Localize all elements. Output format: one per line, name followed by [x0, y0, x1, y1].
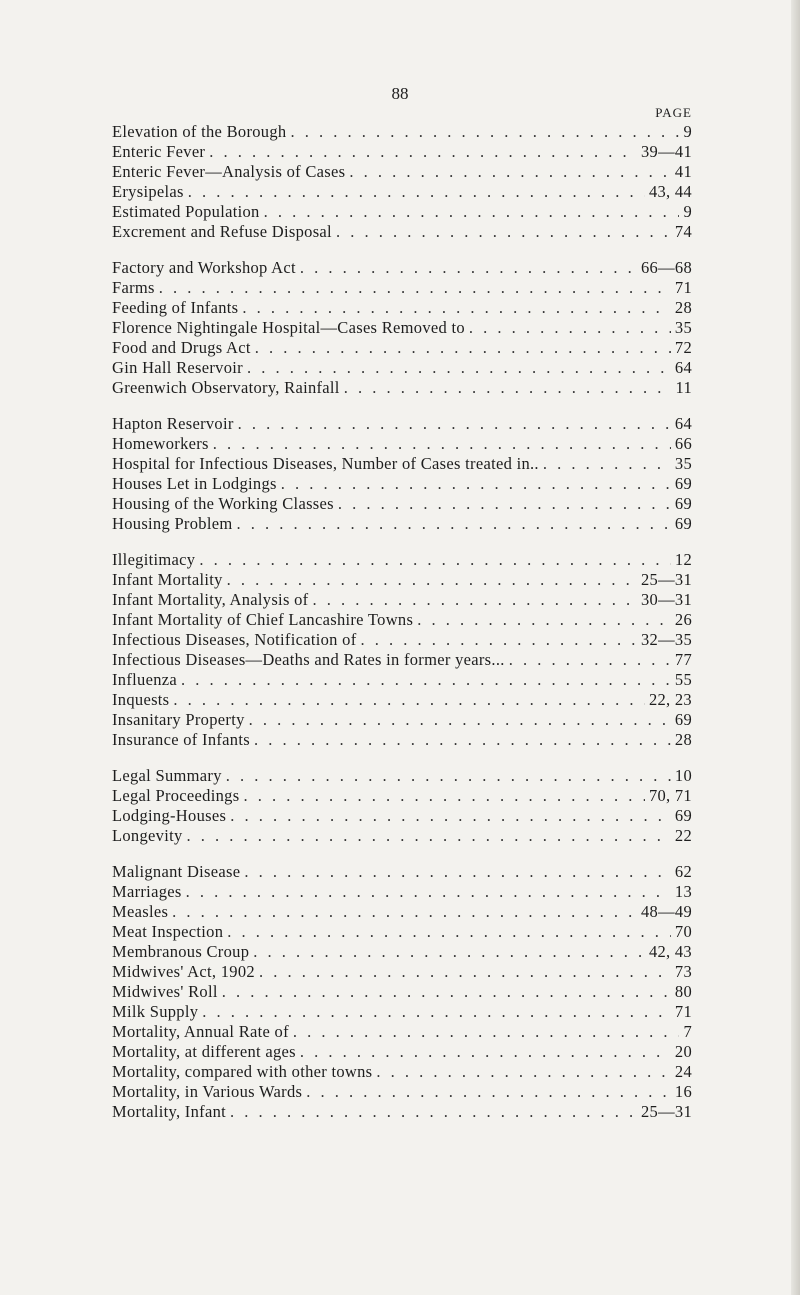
index-entry: [112, 514, 692, 534]
page-column-heading: PAGE: [655, 105, 692, 120]
entry-title: Mortality, compared with other towns: [112, 1062, 373, 1081]
index-entry: [112, 454, 692, 474]
leader-dots: [281, 474, 671, 494]
entry-title: Mortality, Infant: [112, 1102, 227, 1121]
index-entry: [112, 550, 692, 570]
entry-page: 22: [674, 826, 692, 845]
entry-title: Enteric Fever: [112, 142, 206, 161]
index-entry: [112, 1062, 692, 1082]
index-group: [112, 258, 692, 398]
entry-page: 9: [683, 202, 692, 221]
index-list: [112, 122, 692, 1138]
index-entry: [112, 142, 692, 162]
leader-dots: [300, 258, 637, 278]
entry-page: 80: [674, 982, 692, 1001]
leader-dots: [213, 434, 671, 454]
entry-page: 70, 71: [648, 786, 692, 805]
entry-page: 7: [683, 1022, 692, 1041]
entry-page: 71: [674, 1002, 692, 1021]
index-entry: [112, 862, 692, 882]
entry-title: Estimated Population: [112, 202, 260, 221]
leader-dots: [226, 766, 671, 786]
index-entry: [112, 982, 692, 1002]
entry-page: 25—31: [641, 570, 692, 589]
index-entry: [112, 318, 692, 338]
leader-dots: [253, 942, 645, 962]
index-entry: [112, 1102, 692, 1122]
entry-title: Infectious Diseases, Notification of: [112, 630, 357, 649]
entry-title: Florence Nightingale Hospital—Cases Removed to: [112, 318, 465, 337]
entry-page: 55: [674, 670, 692, 689]
leader-dots: [360, 630, 637, 650]
entry-page: 69: [674, 710, 692, 729]
entry-page: 28: [674, 730, 692, 749]
entry-page: 43, 44: [648, 182, 692, 201]
leader-dots: [293, 1022, 680, 1042]
entry-title: Midwives' Roll: [112, 982, 218, 1001]
entry-title: Houses Let in Lodgings: [112, 474, 277, 493]
entry-title: Gin Hall Reservoir: [112, 358, 243, 377]
leader-dots: [187, 826, 671, 846]
entry-page: 64: [674, 414, 692, 433]
entry-title: Membranous Croup: [112, 942, 250, 961]
leader-dots: [509, 650, 671, 670]
index-group: [112, 122, 692, 242]
index-entry: [112, 222, 692, 242]
entry-title: Illegitimacy: [112, 550, 196, 569]
entry-page: 10: [674, 766, 692, 785]
index-entry: [112, 942, 692, 962]
entry-title: Hospital for Infectious Diseases, Number of Cases treated in..: [112, 454, 539, 473]
index-entry: [112, 650, 692, 670]
entry-title: Measles: [112, 902, 169, 921]
entry-title: Feeding of Infants: [112, 298, 239, 317]
leader-dots: [290, 122, 679, 142]
entry-title: Milk Supply: [112, 1002, 199, 1021]
index-entry: [112, 414, 692, 434]
index-entry: [112, 590, 692, 610]
leader-dots: [247, 358, 671, 378]
index-entry: [112, 122, 692, 142]
entry-title: Infant Mortality, Analysis of: [112, 590, 309, 609]
entry-page: 77: [674, 650, 692, 669]
entry-title: Infectious Diseases—Deaths and Rates in former years...: [112, 650, 505, 669]
leader-dots: [230, 1102, 637, 1122]
index-entry: [112, 766, 692, 786]
leader-dots: [255, 338, 671, 358]
entry-page: 74: [674, 222, 692, 241]
entry-page: 70: [674, 922, 692, 941]
index-entry: [112, 902, 692, 922]
index-group: [112, 414, 692, 534]
index-entry: [112, 690, 692, 710]
index-entry: [112, 358, 692, 378]
entry-page: 69: [674, 474, 692, 493]
entry-title: Mortality, Annual Rate of: [112, 1022, 289, 1041]
entry-title: Hapton Reservoir: [112, 414, 234, 433]
index-entry: [112, 278, 692, 298]
entry-page: 39—41: [641, 142, 692, 161]
index-entry: [112, 882, 692, 902]
entry-title: Greenwich Observatory, Rainfall: [112, 378, 340, 397]
entry-title: Homeworkers: [112, 434, 209, 453]
entry-title: Legal Summary: [112, 766, 222, 785]
index-group: [112, 766, 692, 846]
leader-dots: [264, 202, 680, 222]
leader-dots: [236, 514, 670, 534]
entry-title: Mortality, in Various Wards: [112, 1082, 303, 1101]
leader-dots: [259, 962, 671, 982]
entry-page: 48—49: [641, 902, 692, 921]
leader-dots: [312, 590, 637, 610]
entry-title: Influenza: [112, 670, 177, 689]
leader-dots: [188, 182, 645, 202]
index-entry: [112, 162, 692, 182]
index-entry: [112, 474, 692, 494]
entry-title: Midwives' Act, 1902: [112, 962, 255, 981]
index-entry: [112, 1082, 692, 1102]
entry-title: Erysipelas: [112, 182, 184, 201]
leader-dots: [254, 730, 671, 750]
entry-title: Marriages: [112, 882, 182, 901]
index-entry: [112, 922, 692, 942]
entry-page: 35: [674, 454, 692, 473]
leader-dots: [230, 806, 671, 826]
index-entry: [112, 1042, 692, 1062]
leader-dots: [543, 454, 671, 474]
index-entry: [112, 630, 692, 650]
entry-page: 69: [674, 494, 692, 513]
leader-dots: [202, 1002, 671, 1022]
entry-page: 62: [674, 862, 692, 881]
entry-title: Food and Drugs Act: [112, 338, 251, 357]
entry-title: Excrement and Refuse Disposal: [112, 222, 332, 241]
index-entry: [112, 1022, 692, 1042]
leader-dots: [249, 710, 671, 730]
index-entry: [112, 570, 692, 590]
leader-dots: [227, 922, 671, 942]
entry-page: 32—35: [641, 630, 692, 649]
entry-title: Factory and Workshop Act: [112, 258, 296, 277]
entry-title: Housing of the Working Classes: [112, 494, 334, 513]
leader-dots: [199, 550, 671, 570]
entry-page: 30—31: [641, 590, 692, 609]
index-entry: [112, 494, 692, 514]
entry-page: 69: [674, 514, 692, 533]
leader-dots: [376, 1062, 671, 1082]
index-entry: [112, 786, 692, 806]
leader-dots: [181, 670, 671, 690]
leader-dots: [242, 298, 671, 318]
index-entry: [112, 710, 692, 730]
leader-dots: [244, 862, 671, 882]
leader-dots: [243, 786, 645, 806]
index-entry: [112, 338, 692, 358]
index-entry: [112, 806, 692, 826]
index-entry: [112, 730, 692, 750]
index-group: [112, 550, 692, 750]
index-entry: [112, 258, 692, 278]
index-entry: [112, 298, 692, 318]
leader-dots: [344, 378, 672, 398]
entry-title: Meat Inspection: [112, 922, 224, 941]
entry-page: 22, 23: [648, 690, 692, 709]
entry-page: 35: [674, 318, 692, 337]
entry-title: Inquests: [112, 690, 170, 709]
leader-dots: [209, 142, 637, 162]
entry-page: 16: [674, 1082, 692, 1101]
entry-title: Infant Mortality of Chief Lancashire Towns: [112, 610, 414, 629]
index-entry: [112, 826, 692, 846]
entry-page: 11: [675, 378, 692, 397]
leader-dots: [227, 570, 637, 590]
entry-page: 12: [674, 550, 692, 569]
entry-page: 26: [674, 610, 692, 629]
entry-title: Insurance of Infants: [112, 730, 250, 749]
entry-title: Housing Problem: [112, 514, 233, 533]
entry-title: Infant Mortality: [112, 570, 223, 589]
entry-title: Elevation of the Borough: [112, 122, 287, 141]
leader-dots: [173, 690, 645, 710]
entry-title: Mortality, at different ages: [112, 1042, 296, 1061]
entry-page: 66—68: [641, 258, 692, 277]
index-entry: [112, 1002, 692, 1022]
leader-dots: [186, 882, 671, 902]
entry-page: 9: [683, 122, 692, 141]
entry-title: Malignant Disease: [112, 862, 241, 881]
page-edge: [791, 0, 800, 1295]
entry-page: 64: [674, 358, 692, 377]
entry-page: 13: [674, 882, 692, 901]
entry-title: Legal Proceedings: [112, 786, 240, 805]
entry-page: 25—31: [641, 1102, 692, 1121]
leader-dots: [417, 610, 671, 630]
leader-dots: [172, 902, 637, 922]
index-entry: [112, 670, 692, 690]
leader-dots: [238, 414, 671, 434]
index-entry: [112, 610, 692, 630]
leader-dots: [306, 1082, 671, 1102]
leader-dots: [300, 1042, 671, 1062]
entry-page: 73: [674, 962, 692, 981]
entry-title: Insanitary Property: [112, 710, 245, 729]
page-number: 88: [391, 84, 409, 103]
leader-dots: [159, 278, 671, 298]
leader-dots: [336, 222, 671, 242]
index-entry: [112, 434, 692, 454]
entry-page: 41: [674, 162, 692, 181]
entry-page: 69: [674, 806, 692, 825]
entry-page: 42, 43: [648, 942, 692, 961]
entry-title: Lodging-Houses: [112, 806, 227, 825]
entry-page: 20: [674, 1042, 692, 1061]
entry-title: Farms: [112, 278, 155, 297]
leader-dots: [338, 494, 671, 514]
entry-page: 66: [674, 434, 692, 453]
index-entry: [112, 202, 692, 222]
index-group: [112, 862, 692, 1122]
entry-title: Longevity: [112, 826, 183, 845]
entry-page: 24: [674, 1062, 692, 1081]
index-entry: [112, 182, 692, 202]
entry-title: Enteric Fever—Analysis of Cases: [112, 162, 346, 181]
index-entry: [112, 962, 692, 982]
leader-dots: [222, 982, 671, 1002]
entry-page: 71: [674, 278, 692, 297]
index-entry: [112, 378, 692, 398]
entry-page: 72: [674, 338, 692, 357]
leader-dots: [349, 162, 671, 182]
entry-page: 28: [674, 298, 692, 317]
leader-dots: [469, 318, 671, 338]
